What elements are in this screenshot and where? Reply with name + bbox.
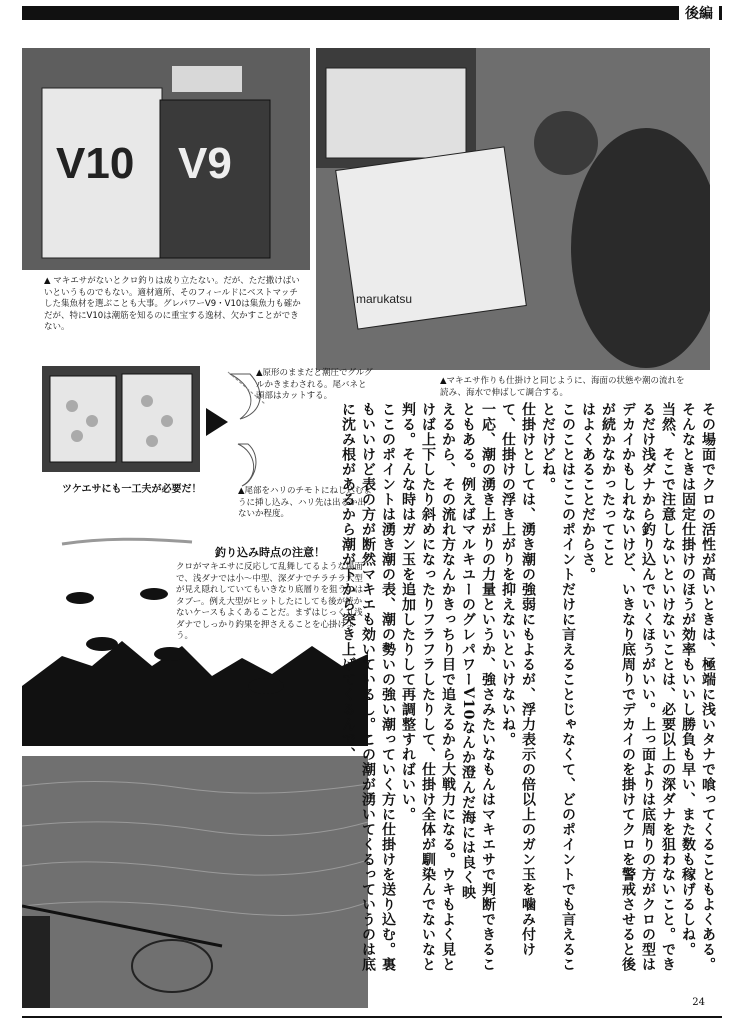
- landing-net-photo: [22, 756, 368, 1008]
- bait-tip-headline: ツケエサにも一工夫が必要だ！: [62, 484, 202, 495]
- v10-label: V10: [56, 139, 135, 188]
- v9-label: V9: [178, 139, 232, 188]
- mixing-bait-caption: ▲マキエサ作りも仕掛けと同じように、海面の状態や潮の流れを読み、海水で伸ばして調合する。: [440, 376, 685, 398]
- body-column-6: 一応、潮の湧き上がりの力量というか、強さみたいなもんはマキエサで判断できることもある。例えばマルキユーのグレパワーV10なんか澄んだ海には良く映: [460, 402, 496, 972]
- page-number: 24: [692, 997, 705, 1008]
- section-label: 後編: [679, 3, 719, 23]
- header-bar: [22, 6, 722, 20]
- shrimp-shape-caption: ▲原形のままだと潮圧でグルグルかきまわされる。尾バネと頭部はカットする。: [256, 368, 373, 401]
- caution-title: 釣り込み時点の注意！: [215, 546, 325, 559]
- mixing-bait-illustration: [316, 48, 710, 370]
- bait-packages-illustration: [22, 48, 310, 270]
- caution-box: [176, 544, 364, 643]
- caution-body: クロがマキエサに反応して乱舞してるような場面で、浅ダナでは小〜中型、深ダナでチラチラ大型が見え隠れしていてもいきなり底層りを狙うのはタブー。例え大型がヒットしたにしても後が続かないケースもよくあることだ。まずはじっくり浅ダナでしっかり釣果を押さえることを心掛けよう。: [176, 562, 364, 641]
- article-body-text: [338, 402, 718, 978]
- body-column-2: 当然、そこで注意しないといけないことは、必要以上の深ダナを狙わないこと。できるだけ浅ダナから釣り込んでいくほうがいい。上っ面よりは底周りの方がクロの型はデカイかもしれないけど、いきなり底周りでデカイのを掛けてクロを警戒させると後が続かなかったってこと: [600, 402, 676, 972]
- shrimp-tray-photo: [42, 366, 200, 472]
- sea-surface-illustration: [22, 756, 368, 1008]
- shrimp-hook-caption: ▲尾部をハリのチモトにねじ込むように挿し込み、ハリ先は出るか出ないか程度。: [238, 486, 373, 519]
- bucket-brand-label: marukatsu: [356, 292, 413, 306]
- bottom-rule: [22, 1016, 722, 1018]
- shrimp-tray-illustration: [42, 366, 200, 472]
- body-column-5: 仕掛けとしては、湧き潮の強弱にもよるが、浮力表示の倍以上のガン玉を噛み付けて、仕掛けの浮き上がりを抑えないといけないね。: [500, 402, 536, 957]
- article-body: [340, 402, 718, 978]
- body-column-8: ここのポイントは湧き潮の表、潮の勢いの強い潮っていく方に仕掛けを送り込む。裏もいいけど表の方が断然マキエも効いているし。この潮が湧いてくるっていうのは底に沈み根があるから潮が下から突き上げてくるんで、: [340, 402, 396, 972]
- body-column-7: えるから、その流れ方なんかきっちり目で追えるから大戦力になる。ウキもよく見とけば上下したり斜めになったりフラフラしたりして、仕掛け全体が馴染んでないなと判る。そんな時はガン玉を追加したりして再調整すればいい。: [400, 402, 456, 972]
- bait-packages-caption: ▲ マキエサがないとクロ釣りは成り立たない。だが、ただ撒けばいいというものでもない。適材適所、そのフィールドにベストマッチした集魚材を選ぶことも大事。グレパワーV9・V10は集魚力も確かだが、特にV10は潮筋を知るのに重宝する逸材、欠かすことができない。: [44, 276, 301, 332]
- bait-packages-photo: [22, 48, 310, 270]
- mixing-bait-photo: [316, 48, 710, 370]
- body-column-3: はよくあることだからさ。: [580, 402, 596, 582]
- body-column-4: このことはここのポイントだけに言えることじゃなくて、どのポイントでも言えることだけどね。: [540, 402, 576, 972]
- body-column-1: その場面でクロの活性が高いときは、極端に浅いタナで喰ってくることもよくある。そんなときは固定仕掛けのほうが効率もいいし勝負も早い、また数も稼げるしね。: [680, 402, 716, 972]
